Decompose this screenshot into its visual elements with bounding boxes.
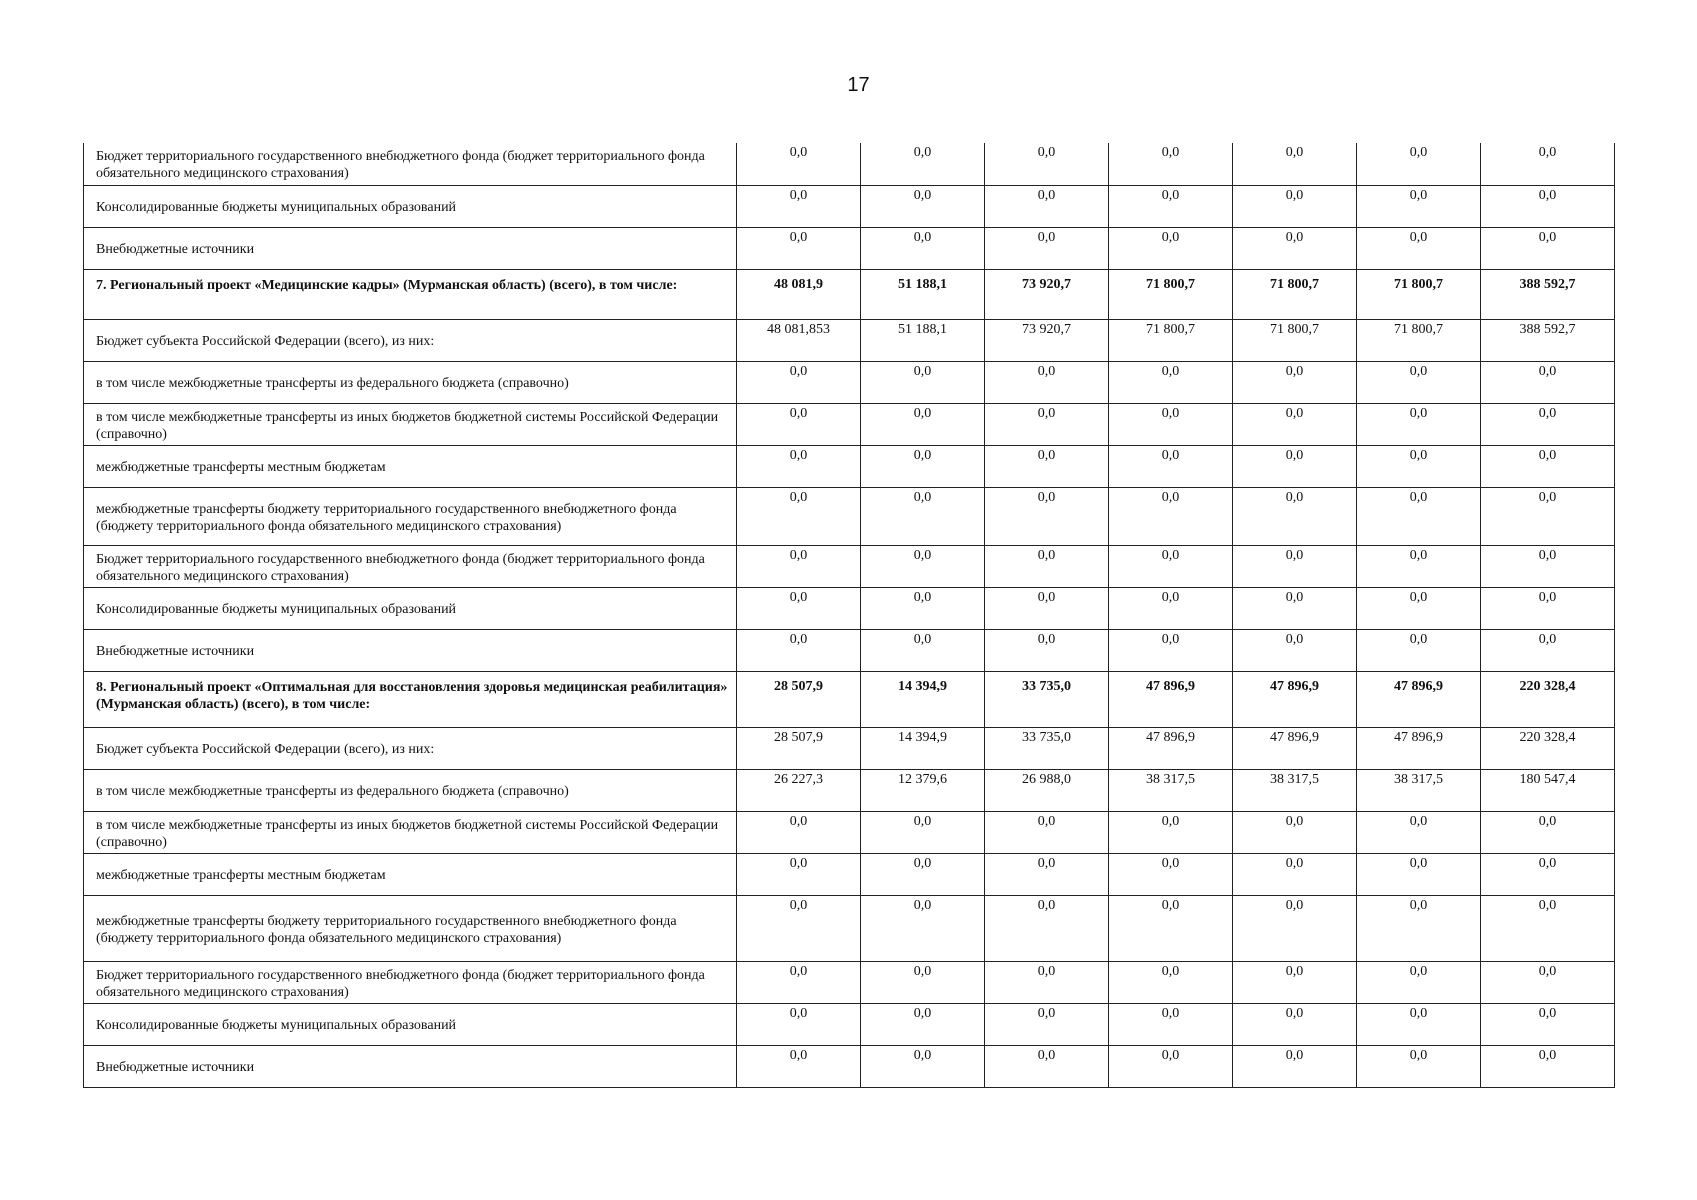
row-label: в том числе межбюджетные трансферты из иных бюджетов бюджетной системы Российской Федерации (справочно)	[84, 403, 737, 445]
value-cell: 0,0	[1233, 143, 1357, 185]
value-cell: 28 507,9	[737, 671, 861, 727]
value-cell: 0,0	[1481, 1045, 1615, 1087]
value-cell: 0,0	[1481, 811, 1615, 853]
value-cell: 12 379,6	[861, 769, 985, 811]
value-cell: 0,0	[861, 1045, 985, 1087]
value-cell: 0,0	[1109, 629, 1233, 671]
value-cell: 51 188,1	[861, 319, 985, 361]
value-cell: 0,0	[1233, 227, 1357, 269]
row-label: Бюджет территориального государственного внебюджетного фонда (бюджет территориального фонда обязательного медицинского страхования)	[84, 961, 737, 1003]
value-cell: 0,0	[1481, 629, 1615, 671]
value-cell: 0,0	[1109, 185, 1233, 227]
value-cell: 180 547,4	[1481, 769, 1615, 811]
value-cell: 38 317,5	[1357, 769, 1481, 811]
value-cell: 0,0	[1109, 811, 1233, 853]
value-cell: 0,0	[1233, 1003, 1357, 1045]
value-cell: 48 081,853	[737, 319, 861, 361]
value-cell: 0,0	[1233, 629, 1357, 671]
value-cell: 0,0	[861, 629, 985, 671]
table-row	[84, 445, 1615, 487]
value-cell: 0,0	[1109, 853, 1233, 895]
value-cell: 0,0	[985, 961, 1109, 1003]
row-label: 7. Региональный проект «Медицинские кадры» (Мурманская область) (всего), в том числе:	[84, 269, 737, 319]
value-cell: 0,0	[985, 227, 1109, 269]
value-cell: 0,0	[1233, 853, 1357, 895]
row-label: Внебюджетные источники	[84, 227, 737, 269]
value-cell: 0,0	[861, 545, 985, 587]
table-row	[84, 1045, 1615, 1087]
value-cell: 0,0	[737, 961, 861, 1003]
value-cell: 0,0	[1481, 403, 1615, 445]
value-cell: 0,0	[1481, 143, 1615, 185]
value-cell: 0,0	[1109, 487, 1233, 545]
table-row	[84, 403, 1615, 445]
value-cell: 0,0	[1357, 1045, 1481, 1087]
value-cell: 38 317,5	[1233, 769, 1357, 811]
value-cell: 47 896,9	[1233, 727, 1357, 769]
table-row	[84, 629, 1615, 671]
value-cell: 388 592,7	[1481, 269, 1615, 319]
value-cell: 0,0	[861, 961, 985, 1003]
value-cell: 0,0	[1109, 961, 1233, 1003]
page-number: 17	[847, 74, 870, 96]
table-row-project-total	[84, 671, 1615, 727]
value-cell: 0,0	[737, 545, 861, 587]
value-cell: 26 227,3	[737, 769, 861, 811]
value-cell: 0,0	[1109, 227, 1233, 269]
value-cell: 0,0	[1357, 545, 1481, 587]
value-cell: 48 081,9	[737, 269, 861, 319]
value-cell: 28 507,9	[737, 727, 861, 769]
value-cell: 33 735,0	[985, 671, 1109, 727]
row-label: 8. Региональный проект «Оптимальная для восстановления здоровья медицинская реабилитация» (Мурманская область) (всего), в том числе:	[84, 671, 737, 727]
value-cell: 0,0	[1481, 185, 1615, 227]
budget-table-body	[84, 143, 1615, 1087]
table-row	[84, 853, 1615, 895]
row-label: Консолидированные бюджеты муниципальных образований	[84, 587, 737, 629]
value-cell: 71 800,7	[1357, 269, 1481, 319]
value-cell: 0,0	[1357, 895, 1481, 961]
value-cell: 0,0	[985, 1045, 1109, 1087]
row-label: Консолидированные бюджеты муниципальных образований	[84, 1003, 737, 1045]
row-label: Бюджет субъекта Российской Федерации (всего), из них:	[84, 727, 737, 769]
value-cell: 14 394,9	[861, 727, 985, 769]
table-row	[84, 227, 1615, 269]
value-cell: 0,0	[1357, 1003, 1481, 1045]
value-cell: 0,0	[861, 185, 985, 227]
value-cell: 0,0	[1357, 227, 1481, 269]
value-cell: 47 896,9	[1357, 671, 1481, 727]
value-cell: 220 328,4	[1481, 671, 1615, 727]
table-row-project-total	[84, 269, 1615, 319]
value-cell: 14 394,9	[861, 671, 985, 727]
value-cell: 0,0	[1357, 853, 1481, 895]
value-cell: 0,0	[1357, 961, 1481, 1003]
row-label: Бюджет территориального государственного внебюджетного фонда (бюджет территориального фонда обязательного медицинского страхования)	[84, 545, 737, 587]
value-cell: 0,0	[1481, 895, 1615, 961]
value-cell: 0,0	[1481, 1003, 1615, 1045]
value-cell: 0,0	[985, 487, 1109, 545]
value-cell: 0,0	[1233, 895, 1357, 961]
value-cell: 0,0	[861, 403, 985, 445]
row-label: Внебюджетные источники	[84, 629, 737, 671]
value-cell: 0,0	[737, 1045, 861, 1087]
row-label: Бюджет субъекта Российской Федерации (всего), из них:	[84, 319, 737, 361]
value-cell: 0,0	[737, 629, 861, 671]
value-cell: 0,0	[1233, 445, 1357, 487]
value-cell: 0,0	[737, 487, 861, 545]
value-cell: 0,0	[1233, 185, 1357, 227]
value-cell: 0,0	[985, 811, 1109, 853]
value-cell: 0,0	[1481, 445, 1615, 487]
table-row	[84, 1003, 1615, 1045]
table-row	[84, 769, 1615, 811]
value-cell: 0,0	[1109, 587, 1233, 629]
value-cell: 0,0	[861, 1003, 985, 1045]
value-cell: 0,0	[737, 587, 861, 629]
value-cell: 0,0	[861, 587, 985, 629]
value-cell: 0,0	[737, 895, 861, 961]
row-label: межбюджетные трансферты бюджету территориального государственного внебюджетного фонда (бюджету территориального фонда обязательного медицинского страхования)	[84, 487, 737, 545]
value-cell: 0,0	[1357, 445, 1481, 487]
value-cell: 0,0	[1481, 361, 1615, 403]
value-cell: 0,0	[1233, 811, 1357, 853]
value-cell: 0,0	[861, 445, 985, 487]
value-cell: 0,0	[1109, 143, 1233, 185]
value-cell: 0,0	[1357, 811, 1481, 853]
value-cell: 47 896,9	[1357, 727, 1481, 769]
value-cell: 47 896,9	[1233, 671, 1357, 727]
value-cell: 0,0	[985, 445, 1109, 487]
value-cell: 0,0	[1357, 629, 1481, 671]
value-cell: 0,0	[1109, 445, 1233, 487]
value-cell: 0,0	[1233, 587, 1357, 629]
value-cell: 0,0	[737, 1003, 861, 1045]
value-cell: 47 896,9	[1109, 727, 1233, 769]
value-cell: 0,0	[1357, 143, 1481, 185]
value-cell: 0,0	[1233, 403, 1357, 445]
value-cell: 0,0	[985, 1003, 1109, 1045]
row-label: в том числе межбюджетные трансферты из иных бюджетов бюджетной системы Российской Федерации (справочно)	[84, 811, 737, 853]
value-cell: 0,0	[861, 143, 985, 185]
value-cell: 0,0	[1233, 361, 1357, 403]
table-row	[84, 587, 1615, 629]
value-cell: 0,0	[737, 361, 861, 403]
table-row	[84, 961, 1615, 1003]
value-cell: 71 800,7	[1233, 269, 1357, 319]
value-cell: 0,0	[737, 403, 861, 445]
value-cell: 0,0	[1481, 587, 1615, 629]
row-label: Консолидированные бюджеты муниципальных образований	[84, 185, 737, 227]
row-label: межбюджетные трансферты бюджету территориального государственного внебюджетного фонда (бюджету территориального фонда обязательного медицинского страхования)	[84, 895, 737, 961]
value-cell: 0,0	[1233, 545, 1357, 587]
value-cell: 0,0	[1233, 487, 1357, 545]
value-cell: 0,0	[1481, 853, 1615, 895]
value-cell: 0,0	[985, 185, 1109, 227]
budget-table	[83, 143, 1615, 1088]
value-cell: 0,0	[985, 853, 1109, 895]
value-cell: 73 920,7	[985, 319, 1109, 361]
value-cell: 0,0	[737, 143, 861, 185]
table-row	[84, 545, 1615, 587]
table-row	[84, 895, 1615, 961]
value-cell: 71 800,7	[1109, 269, 1233, 319]
value-cell: 0,0	[861, 895, 985, 961]
value-cell: 388 592,7	[1481, 319, 1615, 361]
table-row	[84, 361, 1615, 403]
value-cell: 0,0	[737, 185, 861, 227]
value-cell: 0,0	[1109, 1003, 1233, 1045]
value-cell: 73 920,7	[985, 269, 1109, 319]
value-cell: 0,0	[1109, 403, 1233, 445]
row-label: межбюджетные трансферты местным бюджетам	[84, 445, 737, 487]
value-cell: 220 328,4	[1481, 727, 1615, 769]
value-cell: 0,0	[861, 227, 985, 269]
value-cell: 38 317,5	[1109, 769, 1233, 811]
value-cell: 71 800,7	[1233, 319, 1357, 361]
table-row	[84, 185, 1615, 227]
value-cell: 71 800,7	[1357, 319, 1481, 361]
value-cell: 0,0	[1481, 487, 1615, 545]
value-cell: 0,0	[985, 895, 1109, 961]
value-cell: 0,0	[737, 445, 861, 487]
value-cell: 0,0	[861, 853, 985, 895]
value-cell: 0,0	[861, 811, 985, 853]
row-label: Внебюджетные источники	[84, 1045, 737, 1087]
value-cell: 0,0	[985, 403, 1109, 445]
value-cell: 0,0	[737, 227, 861, 269]
value-cell: 47 896,9	[1109, 671, 1233, 727]
table-row	[84, 811, 1615, 853]
value-cell: 0,0	[737, 853, 861, 895]
value-cell: 0,0	[861, 487, 985, 545]
value-cell: 0,0	[1481, 227, 1615, 269]
value-cell: 0,0	[1109, 361, 1233, 403]
value-cell: 0,0	[1481, 961, 1615, 1003]
value-cell: 0,0	[1109, 895, 1233, 961]
row-label: в том числе межбюджетные трансферты из федерального бюджета (справочно)	[84, 769, 737, 811]
value-cell: 0,0	[1357, 487, 1481, 545]
table-row	[84, 487, 1615, 545]
value-cell: 0,0	[1233, 961, 1357, 1003]
value-cell: 0,0	[1357, 403, 1481, 445]
value-cell: 71 800,7	[1109, 319, 1233, 361]
value-cell: 0,0	[985, 361, 1109, 403]
value-cell: 0,0	[985, 545, 1109, 587]
value-cell: 0,0	[985, 143, 1109, 185]
value-cell: 0,0	[1233, 1045, 1357, 1087]
value-cell: 0,0	[861, 361, 985, 403]
value-cell: 26 988,0	[985, 769, 1109, 811]
row-label: межбюджетные трансферты местным бюджетам	[84, 853, 737, 895]
row-label: в том числе межбюджетные трансферты из федерального бюджета (справочно)	[84, 361, 737, 403]
value-cell: 33 735,0	[985, 727, 1109, 769]
value-cell: 0,0	[1357, 587, 1481, 629]
table-row	[84, 143, 1615, 185]
value-cell: 51 188,1	[861, 269, 985, 319]
row-label: Бюджет территориального государственного внебюджетного фонда (бюджет территориального фонда обязательного медицинского страхования)	[84, 143, 737, 185]
value-cell: 0,0	[1481, 545, 1615, 587]
table-row	[84, 319, 1615, 361]
value-cell: 0,0	[985, 629, 1109, 671]
value-cell: 0,0	[1357, 185, 1481, 227]
table-row	[84, 727, 1615, 769]
value-cell: 0,0	[1357, 361, 1481, 403]
value-cell: 0,0	[737, 811, 861, 853]
value-cell: 0,0	[985, 587, 1109, 629]
value-cell: 0,0	[1109, 545, 1233, 587]
value-cell: 0,0	[1109, 1045, 1233, 1087]
